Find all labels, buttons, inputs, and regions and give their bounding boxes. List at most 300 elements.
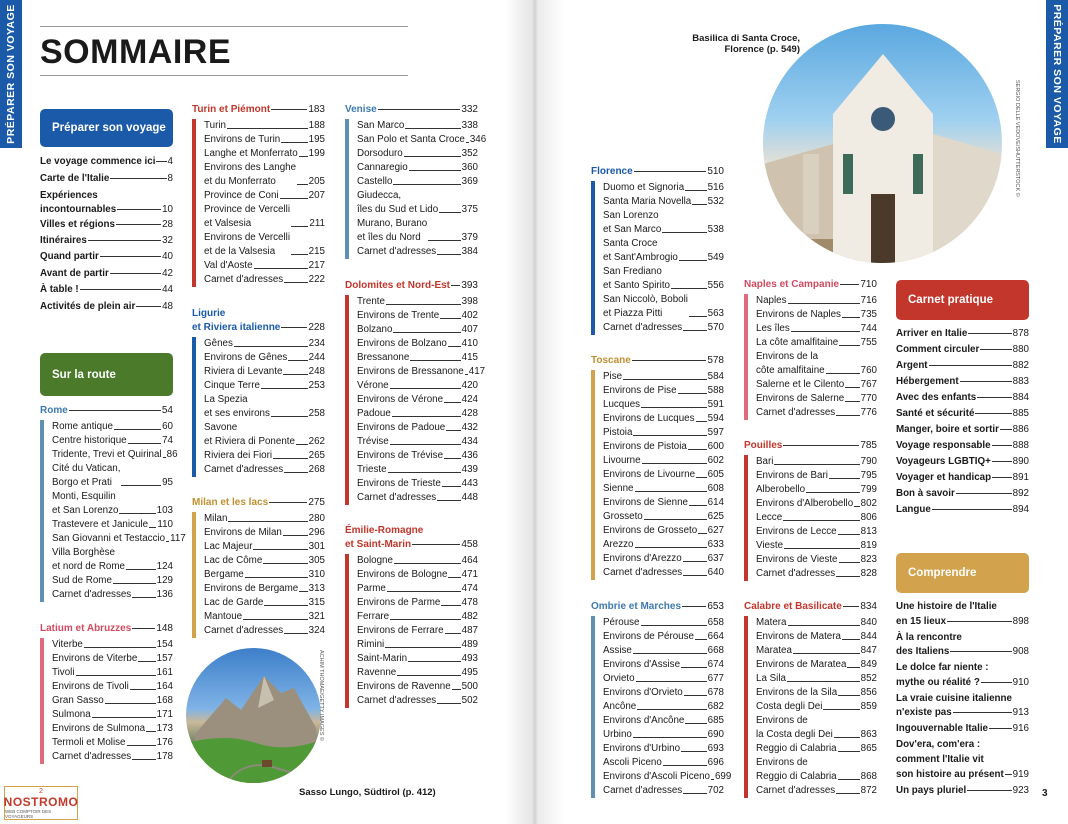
leader-dots xyxy=(136,306,161,307)
list-item-page: 436 xyxy=(461,450,478,461)
leader-dots xyxy=(110,273,161,274)
leader-dots xyxy=(838,779,860,780)
leader-dots xyxy=(253,549,307,550)
appendix-item-label: Avec des enfants xyxy=(896,392,977,403)
section-page: 183 xyxy=(308,104,325,115)
leader-dots xyxy=(826,373,860,374)
list-item-label: Carnet d'adresses xyxy=(204,274,284,285)
list-item-label: San Polo et Santa Croce xyxy=(357,134,465,145)
list-item-label: Lac de Garde xyxy=(204,597,264,608)
list-item xyxy=(756,742,877,756)
list-item-label: Environs de Bergame xyxy=(204,583,299,594)
section-title: Rome xyxy=(40,405,68,416)
list-item xyxy=(756,553,877,567)
leader-dots xyxy=(642,463,707,464)
list-item-label: Environs de Bari xyxy=(756,470,828,481)
leader-dots xyxy=(412,544,460,545)
section-color-bar xyxy=(192,119,196,287)
list-item-label: Dorsoduro xyxy=(357,148,403,159)
list-item xyxy=(756,336,877,350)
section-title: Toscane xyxy=(591,355,631,366)
list-item-page: 489 xyxy=(461,639,478,650)
leader-dots xyxy=(823,709,859,710)
list-item xyxy=(357,477,478,491)
list-item-label: Livourne xyxy=(603,455,641,466)
list-item-label: Ancône xyxy=(603,701,637,712)
list-item xyxy=(603,265,724,293)
list-item xyxy=(204,147,325,161)
leader-dots xyxy=(149,527,156,528)
section-color-bar xyxy=(192,337,196,477)
list-item-label: Environs d'Orvieto xyxy=(603,687,683,698)
list-item-page: 802 xyxy=(860,498,877,509)
leader-dots xyxy=(681,667,707,668)
list-item-page: 668 xyxy=(707,645,724,656)
list-item-page: 570 xyxy=(707,322,724,333)
list-item xyxy=(204,161,325,189)
leader-dots xyxy=(408,661,461,662)
list-item-page: 594 xyxy=(707,413,724,424)
prepare-item xyxy=(40,190,173,201)
list-item-page: 129 xyxy=(156,575,173,586)
leader-dots xyxy=(783,520,859,521)
prepare-item-label: Itinéraires xyxy=(40,235,87,246)
leader-dots xyxy=(452,689,461,690)
list-item xyxy=(756,308,877,322)
list-item-label: Environs de Trévise xyxy=(357,450,444,461)
route-box: Sur la route xyxy=(40,353,173,396)
appendix-item-page: 913 xyxy=(1012,707,1029,719)
appendix-item-label: Bon à savoir xyxy=(896,488,955,499)
logo-tagline: WEB COMPTOIR DES VOYAGEURS xyxy=(5,808,52,819)
appendix-item-page: 878 xyxy=(1012,328,1029,339)
list-item-label: Environs d'Ascoli Piceno xyxy=(603,771,710,782)
list-item-page: 863 xyxy=(860,729,877,740)
list-item xyxy=(756,511,877,525)
list-item xyxy=(603,321,724,335)
list-item-page: 464 xyxy=(461,555,478,566)
list-item xyxy=(756,714,877,742)
list-item-page: 865 xyxy=(860,743,877,754)
leader-dots xyxy=(711,779,714,780)
list-item-label: Environs de Bologne xyxy=(357,569,448,580)
section-heading xyxy=(192,104,325,116)
appendix-item-page: 886 xyxy=(1012,424,1029,435)
list-item xyxy=(603,552,724,566)
list-item-page: 790 xyxy=(860,456,877,467)
list-item-label: Santa Croce et Sant'Ambrogio xyxy=(603,238,678,263)
list-item-label: Riviera di Levante xyxy=(204,366,283,377)
leader-dots xyxy=(390,444,461,445)
list-item-page: 124 xyxy=(156,561,173,572)
section-heading xyxy=(192,308,225,320)
florence-caption xyxy=(690,33,800,56)
carnet-box: Carnet pratique xyxy=(896,280,1029,320)
list-item xyxy=(52,736,173,750)
list-item-page: 627 xyxy=(707,525,724,536)
section-color-bar xyxy=(591,616,595,798)
list-item-label: Environs de la Costa degli Dei xyxy=(756,715,833,740)
appendix-item-page: 880 xyxy=(1012,344,1029,355)
list-item xyxy=(52,694,173,708)
leader-dots xyxy=(839,345,859,346)
section-page: 148 xyxy=(156,623,173,634)
list-item-page: 379 xyxy=(461,232,478,243)
list-item-label: Environs de Gênes xyxy=(204,352,288,363)
list-item-page: 699 xyxy=(714,771,732,782)
list-item-page: 767 xyxy=(860,379,877,390)
list-item-label: Environs de Maratea xyxy=(756,659,847,670)
list-item-label: Pise xyxy=(603,371,623,382)
section-list xyxy=(357,119,487,259)
list-item-label: Environs de Ferrare xyxy=(357,625,444,636)
list-item xyxy=(204,189,325,203)
prepare-item-label: Quand partir xyxy=(40,251,99,262)
leader-dots xyxy=(254,268,308,269)
list-item-page: 588 xyxy=(707,385,724,396)
list-item xyxy=(603,209,724,237)
list-item-page: 682 xyxy=(707,701,724,712)
list-item-page: 443 xyxy=(461,478,478,489)
list-item-label: Environs de Viterbe xyxy=(52,653,138,664)
list-item-label: Province de Vercelli et Valsesia xyxy=(204,204,291,229)
list-item-label: Turin xyxy=(204,120,226,131)
section-page: 228 xyxy=(308,322,325,333)
leader-dots xyxy=(847,667,859,668)
appendix-item xyxy=(896,601,1029,612)
prepare-item-page: 4 xyxy=(167,156,173,167)
title-rule-top xyxy=(40,26,408,27)
section-list xyxy=(603,616,732,798)
leader-dots xyxy=(388,472,461,473)
list-item-page: 868 xyxy=(860,771,877,782)
list-item-label: Saint-Marin xyxy=(357,653,408,664)
list-item-label: Environs de Lucques xyxy=(603,413,695,424)
appendix-item xyxy=(896,693,1029,704)
section-list xyxy=(52,420,186,602)
list-item-page: 819 xyxy=(860,540,877,551)
section-heading xyxy=(192,322,325,334)
section-title: Calabre et Basilicate xyxy=(744,601,842,612)
list-item-label: Rimini xyxy=(357,639,385,650)
section-title: Venise xyxy=(345,104,377,115)
list-item xyxy=(756,497,877,511)
list-item-page: 171 xyxy=(156,709,173,720)
list-item xyxy=(603,237,724,265)
list-item xyxy=(52,420,173,434)
appendix-item xyxy=(896,723,1029,734)
leader-dots xyxy=(466,142,469,143)
section-color-bar xyxy=(744,455,748,581)
leader-dots xyxy=(446,430,460,431)
leader-dots xyxy=(397,675,460,676)
leader-dots xyxy=(838,534,860,535)
list-item xyxy=(756,525,877,539)
page-number: 3 xyxy=(1042,788,1048,799)
leader-dots xyxy=(1000,429,1012,430)
section-list xyxy=(204,337,325,477)
list-item-page: 157 xyxy=(156,653,173,664)
leader-dots xyxy=(839,562,860,563)
list-item-page: 346 xyxy=(469,134,487,145)
list-item xyxy=(603,384,724,398)
leader-dots xyxy=(428,240,460,241)
leader-dots xyxy=(783,445,859,446)
section-heading xyxy=(591,355,724,367)
list-item-page: 248 xyxy=(308,366,325,377)
list-item-label: Environs de Pise xyxy=(603,385,677,396)
section-list xyxy=(603,370,724,580)
section-list xyxy=(52,638,173,764)
list-item xyxy=(357,309,478,323)
section-heading xyxy=(345,104,478,116)
list-item xyxy=(204,259,325,273)
list-item xyxy=(52,750,173,764)
appendix-item xyxy=(896,472,1029,483)
leader-dots xyxy=(683,793,706,794)
list-item xyxy=(357,245,478,259)
nostromo-logo xyxy=(4,786,78,820)
florence-caption-line1: Basilica di Santa Croce, xyxy=(692,33,800,44)
list-item-label: Environs d'Ancône xyxy=(603,715,685,726)
appendix-item xyxy=(896,785,1029,796)
list-item xyxy=(204,231,325,259)
list-item xyxy=(52,532,186,546)
appendix-item xyxy=(896,456,1029,467)
leader-dots xyxy=(441,605,460,606)
list-item-page: 847 xyxy=(860,645,877,656)
leader-dots xyxy=(784,548,860,549)
list-item xyxy=(756,686,877,700)
leader-dots xyxy=(228,521,307,522)
list-item-label: Trévise xyxy=(357,436,389,447)
appendix-item-label: Une histoire de l'Italie xyxy=(896,601,997,612)
appendix-item-page: 923 xyxy=(1012,784,1029,796)
leader-dots xyxy=(234,346,308,347)
list-item xyxy=(603,524,724,538)
appendix-item-label: mythe ou réalité ? xyxy=(896,676,980,688)
list-item xyxy=(204,133,325,147)
list-item-page: 324 xyxy=(308,625,325,636)
leader-dots xyxy=(386,304,461,305)
list-item-page: 637 xyxy=(707,553,724,564)
list-item xyxy=(52,638,173,652)
leader-dots xyxy=(299,156,308,157)
list-item xyxy=(52,574,173,588)
leader-dots xyxy=(992,461,1012,462)
list-item-page: 95 xyxy=(162,477,173,488)
leader-dots xyxy=(671,288,707,289)
list-item-page: 696 xyxy=(707,757,724,768)
leader-dots xyxy=(960,381,1012,382)
list-item-label: Mantoue xyxy=(204,611,243,622)
leader-dots xyxy=(132,759,155,760)
list-item xyxy=(756,350,877,378)
florence-caption-line2: Florence (p. 549) xyxy=(724,44,800,56)
list-item-label: Santa Maria Novella xyxy=(603,196,692,207)
list-item-label: Sulmona xyxy=(52,709,91,720)
list-item xyxy=(52,652,173,666)
list-item-page: 556 xyxy=(707,280,724,291)
list-item-page: 500 xyxy=(461,681,478,692)
section-title-2: et Saint-Marin xyxy=(345,539,412,550)
list-item-page: 474 xyxy=(461,583,478,594)
leader-dots xyxy=(288,360,307,361)
list-item-page: 234 xyxy=(308,338,325,349)
list-item-label: Environs de Bressanone xyxy=(357,366,464,377)
section-heading xyxy=(345,525,423,537)
list-item xyxy=(357,147,478,161)
leader-dots xyxy=(636,681,707,682)
list-item-page: 369 xyxy=(461,176,478,187)
list-item-page: 608 xyxy=(707,483,724,494)
appendix-item xyxy=(896,328,1029,339)
list-item-label: Ferrare xyxy=(357,611,390,622)
leader-dots xyxy=(410,360,460,361)
list-item-page: 495 xyxy=(461,667,478,678)
list-item xyxy=(204,421,325,449)
list-item-label: Gênes xyxy=(204,338,233,349)
appendix-item-page: 894 xyxy=(1012,504,1029,515)
appendix-item-label: Le dolce far niente : xyxy=(896,662,989,674)
list-item-label: Environs de Sienne xyxy=(603,497,688,508)
leader-dots xyxy=(444,458,461,459)
list-item xyxy=(756,567,877,581)
list-item xyxy=(204,463,325,477)
list-item xyxy=(603,426,724,440)
list-item-page: 195 xyxy=(308,134,325,145)
list-item-label: Parme xyxy=(357,583,386,594)
list-item xyxy=(756,455,877,469)
list-item-label: Cinque Terre xyxy=(204,380,260,391)
section-title: Turin et Piémont xyxy=(192,104,271,115)
list-item-page: 305 xyxy=(308,555,325,566)
list-item-page: 253 xyxy=(308,380,325,391)
leader-dots xyxy=(440,318,460,319)
section-title-2: et Riviera italienne xyxy=(192,322,281,333)
list-item-page: 849 xyxy=(860,659,877,670)
list-item-label: Bolzano xyxy=(357,324,393,335)
leader-dots xyxy=(788,303,860,304)
section-page: 458 xyxy=(461,539,478,550)
list-item-label: Assise xyxy=(603,645,632,656)
leader-dots xyxy=(632,360,706,361)
list-item xyxy=(603,454,724,468)
leader-dots xyxy=(437,254,460,255)
list-item xyxy=(204,365,325,379)
leader-dots xyxy=(968,333,1011,334)
leader-dots xyxy=(130,689,156,690)
list-item xyxy=(204,449,325,463)
leader-dots xyxy=(127,745,156,746)
leader-dots xyxy=(989,728,1012,729)
list-item-label: Val d'Aoste xyxy=(204,260,253,271)
list-item xyxy=(52,434,173,448)
leader-dots xyxy=(281,327,307,328)
leader-dots xyxy=(980,349,1011,350)
leader-dots xyxy=(126,569,156,570)
list-item xyxy=(204,540,325,554)
list-item-label: Pistoia xyxy=(603,427,633,438)
leader-dots xyxy=(834,737,860,738)
list-item-label: Lecce xyxy=(756,512,783,523)
list-item xyxy=(603,658,724,672)
list-item xyxy=(603,538,724,552)
appendix-item-page: 885 xyxy=(1012,408,1029,419)
list-item-label: Padoue xyxy=(357,408,391,419)
list-item-label: Gran Sasso xyxy=(52,695,104,706)
list-item xyxy=(756,392,877,406)
list-item xyxy=(204,512,325,526)
list-item-label: Maratea xyxy=(756,645,792,656)
leader-dots xyxy=(132,597,155,598)
leader-dots xyxy=(92,717,156,718)
list-item-label: Environs de Lecce xyxy=(756,526,837,537)
left-photo-credit: ACHIM THOMAE/GETTY IMAGES © xyxy=(318,650,324,741)
leader-dots xyxy=(113,583,156,584)
leader-dots xyxy=(623,379,707,380)
list-item xyxy=(204,379,325,393)
list-item-page: 744 xyxy=(860,323,877,334)
list-item xyxy=(204,203,325,231)
leader-dots xyxy=(245,577,308,578)
leader-dots xyxy=(117,209,161,210)
leader-dots xyxy=(836,793,859,794)
list-item-label: Environs de Grosseto xyxy=(603,525,698,536)
appendix-item-page: 884 xyxy=(1012,392,1029,403)
list-item xyxy=(357,379,478,393)
leader-dots xyxy=(227,128,308,129)
list-item-label: Lucques xyxy=(603,399,641,410)
list-item xyxy=(204,568,325,582)
leader-dots xyxy=(451,285,460,286)
list-item-label: Carnet d'adresses xyxy=(204,464,284,475)
basilica-illustration xyxy=(763,24,1002,263)
leader-dots xyxy=(163,457,166,458)
prepare-item-label: Expériences xyxy=(40,190,98,201)
list-item xyxy=(204,351,325,365)
list-item xyxy=(204,393,325,421)
list-item-label: Environs de Trente xyxy=(357,310,440,321)
list-item xyxy=(603,784,724,798)
list-item-label: Environs d'Arezzo xyxy=(603,553,682,564)
list-item-page: 432 xyxy=(461,422,478,433)
list-item-page: 313 xyxy=(308,583,325,594)
list-item-page: 428 xyxy=(461,408,478,419)
list-item-label: Environs des Langhe et du Monferrato xyxy=(204,162,297,187)
leader-dots xyxy=(404,156,461,157)
list-item-page: 844 xyxy=(860,631,877,642)
list-item-page: 602 xyxy=(707,455,724,466)
list-item xyxy=(357,610,478,624)
list-item-label: Tridente, Trevi et Quirinal xyxy=(52,449,162,460)
leader-dots xyxy=(641,625,707,626)
list-item-label: Salerne et le Cilento xyxy=(756,379,845,390)
appendix-item xyxy=(896,360,1029,371)
list-item-label: Viterbe xyxy=(52,639,83,650)
section-page: 710 xyxy=(860,279,877,290)
appendix-item xyxy=(896,504,1029,515)
list-item xyxy=(204,119,325,133)
leader-dots xyxy=(1005,774,1012,775)
leader-dots xyxy=(283,374,307,375)
appendix-item-label: n'existe pas xyxy=(896,707,952,719)
prepare-item-label: À table ! xyxy=(40,284,79,295)
leader-dots xyxy=(378,109,461,110)
section-color-bar xyxy=(345,119,349,259)
section-title: Pouilles xyxy=(744,440,783,451)
leader-dots xyxy=(390,388,461,389)
